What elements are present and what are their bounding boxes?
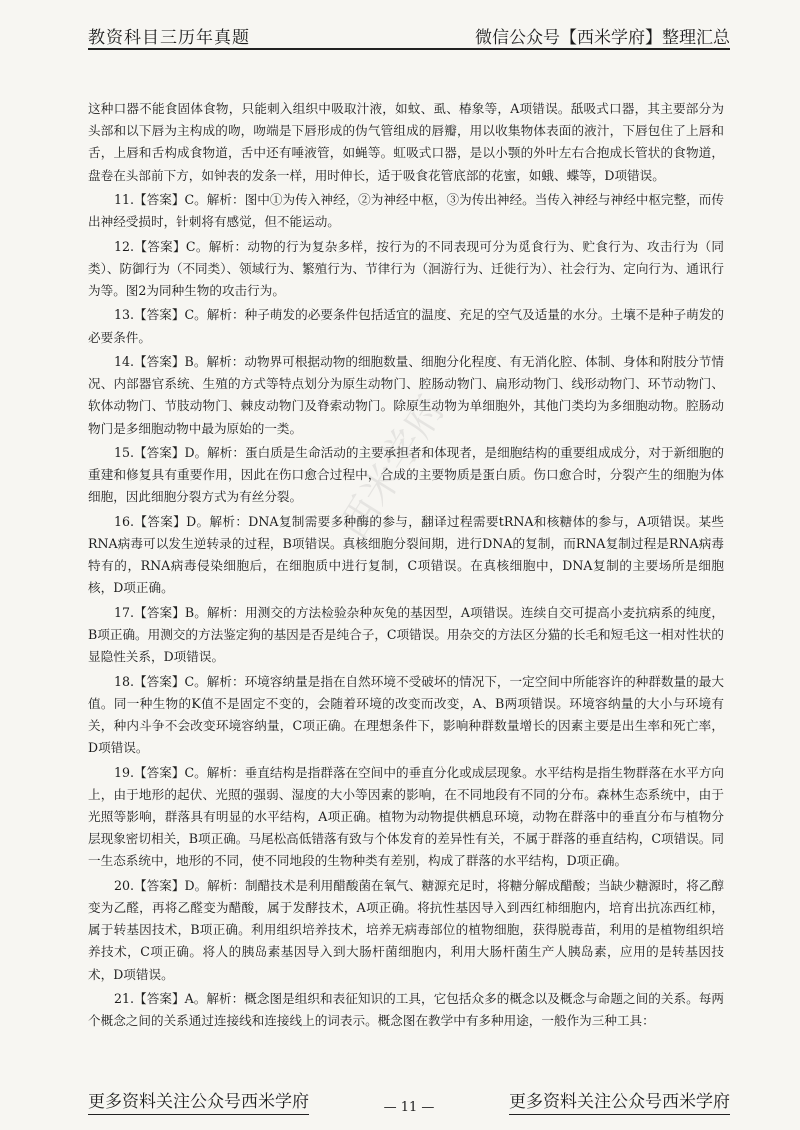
answer-paragraph: 11.【答案】C。解析：图中①为传入神经，②为神经中枢，③为传出神经。当传入神经与神经中枢完整，而传出神经受损时，针刺将有感觉，但不能运动。 — [88, 192, 724, 230]
header-title: 教资科目三历年真题 — [88, 28, 250, 48]
answer-paragraph: 13.【答案】C。解析：种子萌发的必要条件包括适宜的温度、充足的空气及适量的水分。土壤不是种子萌发的必要条件。 — [88, 307, 724, 345]
answer-paragraph: 这种口器不能食固体食物，只能刺入组织中吸取汁液，如蚊、虱、椿象等，A项错误。舐吸式口器，其主要部分为头部和以下唇为主构成的吻，吻端是下唇形成的伪气管组成的唇瓣，用以收集物体表面的液汁，下唇包住了上唇和舌，上唇和舌构成食物道，舌中还有唾液管，如蝇等。虹吸式口器，是以小颚的外叶左右合抱成长管状的食物道，盘卷在头部前下方，如钟表的发条一样，用时伸长，适于吸食花管底部的花蜜，如蛾、蝶等，D项错误。 — [88, 101, 724, 183]
footer-right-note: 更多资料关注公众号西米学府 — [509, 1087, 730, 1115]
answer-paragraph: 14.【答案】B。解析：动物界可根据动物的细胞数量、细胞分化程度、有无消化腔、体制、身体和附肢分节情况、内部器官系统、生殖的方式等特点划分为原生动物门、腔肠动物门、扁形动物门、线形动物门、环节动物门、软体动物门、节肢动物门、棘皮动物门及脊索动物门。除原生动物为单细胞外，其他门类均为多细胞动物。腔肠动物门是多细胞动物中最为原始的一类。 — [88, 353, 724, 436]
answer-paragraph: 17.【答案】B。解析：用测交的方法检验杂种灰兔的基因型，A项错误。连续自交可提高小麦抗病系的纯度，B项正确。用测交的方法鉴定狗的基因是否是纯合子，C项错误。用杂交的方法区分猫的长毛和短毛这一相对性状的显隐性关系，D项错误。 — [88, 604, 724, 665]
header-source: 微信公众号【西米学府】整理汇总 — [475, 28, 730, 48]
page-header — [88, 14, 730, 50]
page-number: — 11 — — [383, 1100, 435, 1115]
answer-paragraph: 12.【答案】C。解析：动物的行为复杂多样，按行为的不同表现可分为觅食行为、贮食行为、攻击行为（同类）、防御行为（不同类）、领域行为、繁殖行为、节律行为（洄游行为、迁徙行为）、社会行为、定向行为、通讯行为等。图2为同种生物的攻击行为。 — [88, 238, 724, 298]
answer-paragraph: 21.【答案】A。解析：概念图是组织和表征知识的工具，它包括众多的概念以及概念与命题之间的关系。每两个概念之间的关系通过连接线和连接线上的词表示。概念图在教学中有多种用途，一般作为三种工具： — [88, 990, 724, 1029]
answer-explanations — [88, 98, 724, 1035]
answer-paragraph: 18.【答案】C。解析：环境容纳量是指在自然环境不受破坏的情况下，一定空间中所能容许的种群数量的最大值。同一种生物的K值不是固定不变的，会随着环境的改变而改变，A、B两项错误。环境容纳量的大小与环境有关，种内斗争不会改变环境容纳量，C项正确。在理想条件下，影响种群数量增长的因素主要是出生率和死亡率，D项错误。 — [88, 673, 724, 756]
footer-left-note: 更多资料关注公众号西米学府 — [88, 1087, 309, 1115]
answer-paragraph: 20.【答案】D。解析：制醋技术是利用醋酸菌在氧气、糖源充足时，将糖分解成醋酸；当缺少糖源时，将乙醇变为乙醛，再将乙醛变为醋酸，属于发酵技术，A项正确。将抗性基因导入到西红柿细胞内，培育出抗冻西红柿，属于转基因技术，B项正确。利用组织培养技术，培养无病毒部位的植物细胞，获得脱毒苗，利用的是植物组织培养技术，C项正确。将人的胰岛素基因导入到大肠杆菌细胞内，利用大肠杆菌生产人胰岛素，应用的是转基因技术，D项错误。 — [88, 877, 724, 982]
answer-paragraph: 19.【答案】C。解析：垂直结构是指群落在空间中的垂直分化或成层现象。水平结构是指生物群落在水平方向上，由于地形的起伏、光照的强弱、湿度的大小等因素的影响，在不同地段有不同的分布。森林生态系统中，由于光照等影响，群落具有明显的水平结构，A项正确。植物为动物提供栖息环境，动物在群落中的垂直分布与植物分层现象密切相关，B项正确。马尾松高低错落有致与个体发育的差异性有关，不属于群落的垂直结构，C项错误。同一生态系统中，地形的不同，使不同地段的生物种类有差别，构成了群落的水平结构，D项正确。 — [88, 764, 724, 869]
page-footer — [88, 1086, 730, 1115]
watermark: 西米学府 — [330, 387, 455, 548]
answer-paragraph: 15.【答案】D。解析：蛋白质是生命活动的主要承担者和体现者，是细胞结构的重要组成成分，对于新细胞的重建和修复具有重要作用，因此在伤口愈合过程中，合成的主要物质是蛋白质。伤口愈合时，分裂产生的细胞为体细胞，因此细胞分裂方式为有丝分裂。 — [88, 444, 724, 505]
answer-paragraph: 16.【答案】D。解析：DNA复制需要多种酶的参与，翻译过程需要tRNA和核糖体的参与，A项错误。某些RNA病毒可以发生逆转录的过程，B项错误。真核细胞分裂间期，进行DNA的复制，而RNA复制过程是RNA病毒特有的，RNA病毒侵染细胞后，在细胞质中进行复制，C项错误。在真核细胞中，DNA复制的主要场所是细胞核，D项正确。 — [88, 513, 724, 596]
